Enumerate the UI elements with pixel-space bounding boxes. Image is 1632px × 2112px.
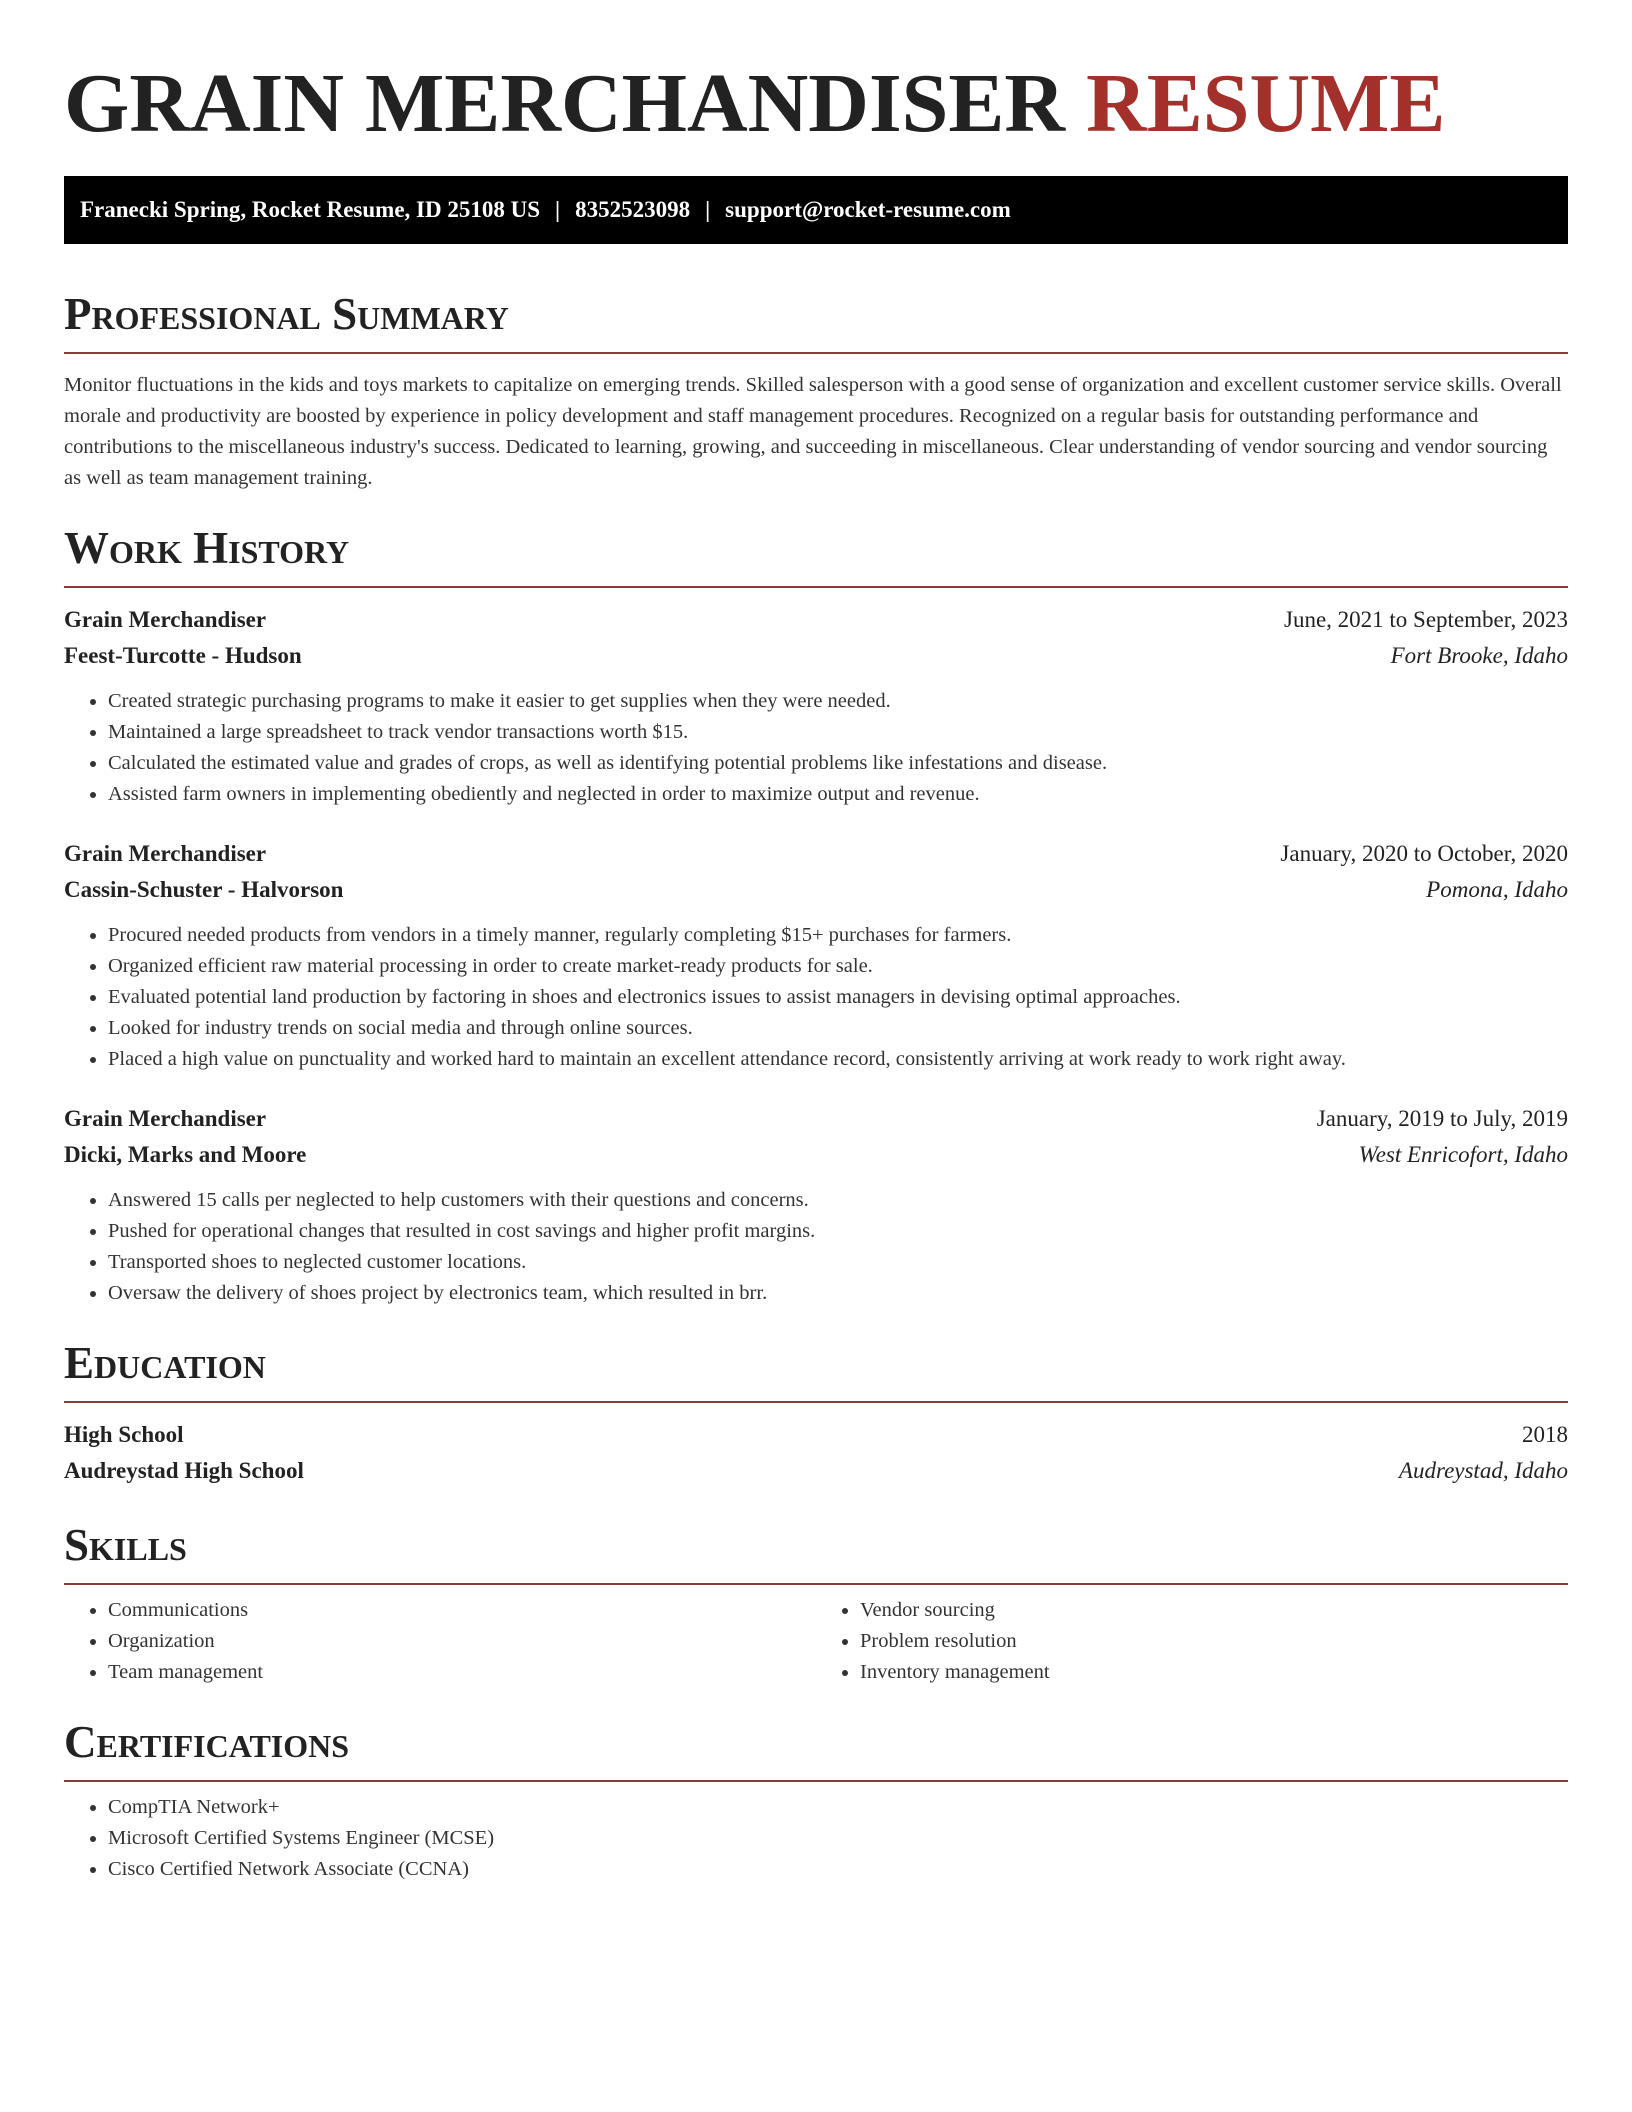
education-school: Audreystad High School <box>64 1458 304 1483</box>
list-item: • Assisted farm owners in implementing obediently and neglected in order to maximize output and revenue. <box>108 779 1568 810</box>
list-item: • Transported shoes to neglected customer locations. <box>108 1247 1568 1278</box>
job-bullets <box>64 920 1568 1075</box>
skills-section <box>64 1519 1568 1688</box>
summary-section <box>64 288 1568 494</box>
section-heading-certifications: Certifications <box>64 1717 350 1767</box>
list-item: • Answered 15 calls per neglected to help customers with their questions and concerns. <box>108 1185 1568 1216</box>
certifications-section <box>64 1716 1568 1885</box>
contact-separator: | <box>705 197 711 222</box>
job-bullets <box>64 686 1568 810</box>
job-entry <box>64 602 1568 810</box>
contact-email: support@rocket-resume.com <box>725 197 1011 222</box>
list-item: • CompTIA Network+ <box>108 1792 1568 1823</box>
list-item: • Organized efficient raw material processing in order to create market-ready products for sale. <box>108 951 1568 982</box>
job-title: Grain Merchandiser <box>64 841 267 866</box>
job-entry <box>64 1101 1568 1309</box>
contact-separator: | <box>555 197 561 222</box>
list-item: • Maintained a large spreadsheet to track vendor transactions worth $15. <box>108 717 1568 748</box>
contact-address: Franecki Spring, Rocket Resume, ID 25108 US <box>80 197 540 222</box>
job-location: West Enricofort, Idaho <box>1358 1142 1568 1167</box>
job-company: Cassin-Schuster - Halvorson <box>64 877 344 902</box>
list-item: • Procured needed products from vendors in a timely manner, regularly completing $15+ purchases for farmers. <box>108 920 1568 951</box>
list-item: • Microsoft Certified Systems Engineer (MCSE) <box>108 1823 1568 1854</box>
job-title: Grain Merchandiser <box>64 607 267 632</box>
job-entry <box>64 836 1568 1075</box>
list-item: • Pushed for operational changes that resulted in cost savings and higher profit margins. <box>108 1216 1568 1247</box>
job-company: Feest-Turcotte - Hudson <box>64 643 302 668</box>
job-bullets <box>64 1185 1568 1309</box>
section-heading-work: Work History <box>64 523 350 573</box>
section-divider <box>64 586 1568 588</box>
job-company: Dicki, Marks and Moore <box>64 1142 307 1167</box>
contact-bar <box>64 176 1568 244</box>
list-item: • Communications <box>108 1595 816 1626</box>
job-dates: January, 2020 to October, 2020 <box>1280 841 1568 866</box>
list-item: • Created strategic purchasing programs to make it easier to get supplies when they were needed. <box>108 686 1568 717</box>
section-heading-skills: Skills <box>64 1520 187 1570</box>
section-divider <box>64 1583 1568 1585</box>
list-item: • Looked for industry trends on social media and through online sources. <box>108 1013 1568 1044</box>
list-item: • Oversaw the delivery of shoes project by electronics team, which resulted in brr. <box>108 1278 1568 1309</box>
skills-list-left <box>64 1595 816 1688</box>
education-location: Audreystad, Idaho <box>1398 1458 1568 1483</box>
list-item: • Cisco Certified Network Associate (CCNA) <box>108 1854 1568 1885</box>
skills-list-right <box>816 1595 1568 1688</box>
certifications-list <box>64 1792 1568 1885</box>
list-item: • Calculated the estimated value and grades of crops, as well as identifying potential problems like infestations and disease. <box>108 748 1568 779</box>
list-item: • Organization <box>108 1626 816 1657</box>
job-location: Fort Brooke, Idaho <box>1390 643 1568 668</box>
job-title: Grain Merchandiser <box>64 1106 267 1131</box>
job-dates: June, 2021 to September, 2023 <box>1284 607 1568 632</box>
list-item: • Placed a high value on punctuality and worked hard to maintain an excellent attendance record, consistently arriving at work ready to work right away. <box>108 1044 1568 1075</box>
work-history-section <box>64 522 1568 1309</box>
section-heading-summary: Professional Summary <box>64 289 509 339</box>
section-divider <box>64 1401 1568 1403</box>
summary-text: Monitor fluctuations in the kids and toys markets to capitalize on emerging trends. Skilled salesperson with a good sense of organization and excellent customer service skills. Overall morale and productivity are boosted by experience in policy development and staff management procedures. Recognized on a regular basis for outstanding performance and contributions to the miscellaneous industry's success. Dedicated to learning, growing, and succeeding in miscellaneous. Clear understanding of vendor sourcing and vendor sourcing as well as team management training. <box>64 374 1562 489</box>
list-item: • Inventory management <box>860 1657 1568 1688</box>
list-item: • Problem resolution <box>860 1626 1568 1657</box>
list-item: • Vendor sourcing <box>860 1595 1568 1626</box>
skills-columns <box>64 1595 1568 1688</box>
education-section <box>64 1337 1568 1489</box>
job-dates: January, 2019 to July, 2019 <box>1316 1106 1568 1131</box>
job-location: Pomona, Idaho <box>1426 877 1568 902</box>
title-job: GRAIN MERCHANDISER <box>64 57 1066 150</box>
title-resume-word: RESUME <box>1086 57 1446 150</box>
education-year: 2018 <box>1522 1422 1568 1447</box>
section-divider <box>64 1780 1568 1782</box>
section-divider <box>64 352 1568 354</box>
section-heading-education: Education <box>64 1338 266 1388</box>
education-degree: High School <box>64 1422 184 1447</box>
contact-phone: 8352523098 <box>575 197 691 222</box>
resume-title <box>64 56 1568 152</box>
list-item: • Team management <box>108 1657 816 1688</box>
list-item: • Evaluated potential land production by factoring in shoes and electronics issues to assist managers in devising optimal approaches. <box>108 982 1568 1013</box>
